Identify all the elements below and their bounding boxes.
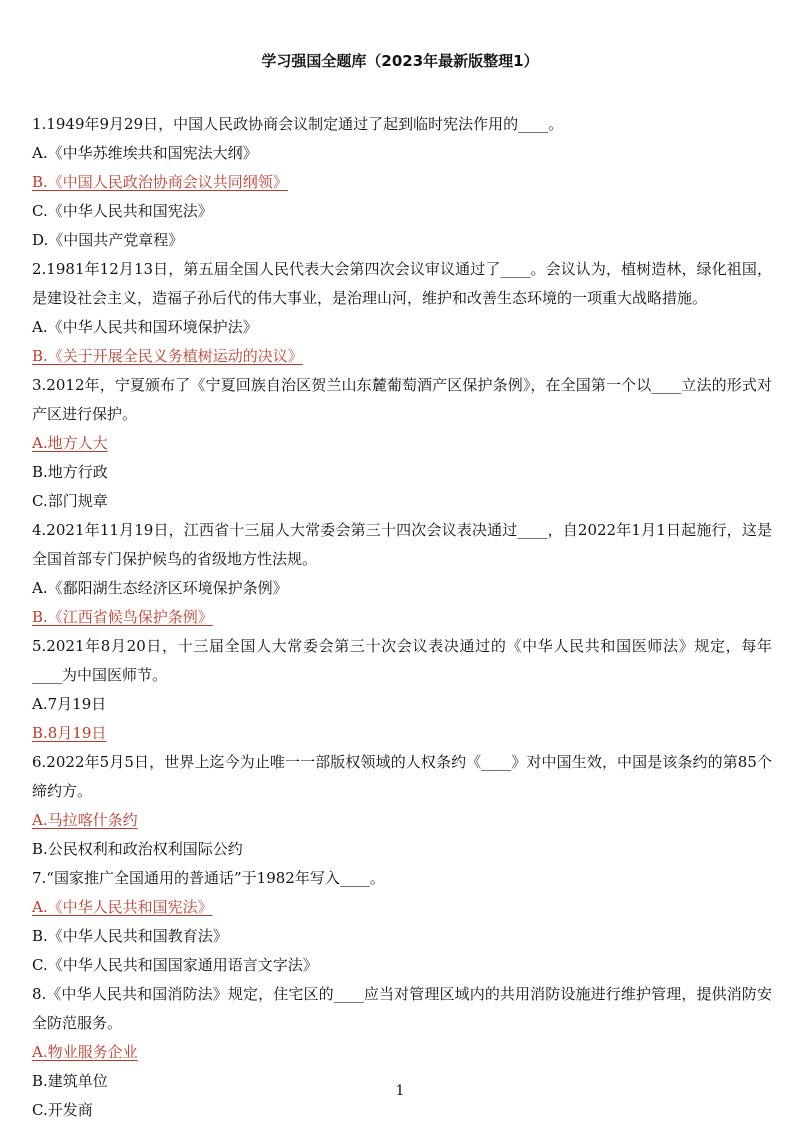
correct-answer-option: [32, 342, 772, 371]
answer-option: [32, 458, 772, 487]
option-text: A.《中华人民共和国环境保护法》: [32, 318, 258, 336]
question-stem: 5.2021年8月20日，十三届全国人大常委会第三十次会议表决通过的《中华人民共和国医师法》规定，每年____为中国医师节。: [32, 637, 772, 684]
option-text: A.马拉喀什条约: [32, 811, 138, 829]
answer-option: [32, 574, 772, 603]
option-text: A.《中华苏维埃共和国宪法大纲》: [32, 144, 258, 162]
question-stem: 1.1949年9月29日，中国人民政协商会议制定通过了起到临时宪法作用的____。: [32, 115, 564, 133]
answer-option: [32, 226, 772, 255]
correct-answer-option: [32, 1038, 772, 1067]
correct-answer-option: [32, 168, 772, 197]
option-text: A.《鄱阳湖生态经济区环境保护条例》: [32, 579, 288, 597]
question-stem: 7.“国家推广全国通用的普通话”于1982年写入____。: [32, 869, 385, 887]
option-text: B.建筑单位: [32, 1072, 108, 1090]
option-text: C.《中华人民共和国国家通用语言文字法》: [32, 956, 318, 974]
option-text: B.《关于开展全民义务植树运动的决议》: [32, 347, 303, 365]
page-number: 1: [395, 1083, 405, 1099]
option-text: B.8月19日: [32, 724, 107, 742]
answer-option: [32, 313, 772, 342]
option-text: B.《中华人民共和国教育法》: [32, 927, 228, 945]
document-title: 学习强国全题库（2023年最新版整理1）: [261, 52, 539, 70]
option-text: A.7月19日: [32, 695, 107, 713]
option-text: B.公民权利和政治权利国际公约: [32, 840, 243, 858]
answer-option: [32, 197, 772, 226]
answer-option: [32, 487, 772, 516]
correct-answer-option: [32, 429, 772, 458]
option-text: A.《中华人民共和国宪法》: [32, 898, 213, 916]
question-stem: 4.2021年11月19日，江西省十三届人大常委会第三十四次会议表决通过____，自2022年1月1日起施行，这是全国首部专门保护候鸟的省级地方性法规。: [32, 521, 772, 568]
correct-answer-option: [32, 893, 772, 922]
answer-option: [32, 139, 772, 168]
option-text: A.物业服务企业: [32, 1043, 138, 1061]
answer-option: [32, 835, 772, 864]
question-stem: 6.2022年5月5日，世界上迄今为止唯一一部版权领域的人权条约《____》对中国生效，中国是该条约的第85个缔约方。: [32, 753, 772, 800]
option-text: A.地方人大: [32, 434, 108, 452]
correct-answer-option: [32, 806, 772, 835]
option-text: B.地方行政: [32, 463, 108, 481]
option-text: B.《中国人民政治协商会议共同纲领》: [32, 173, 288, 191]
question-stem: 3.2012年，宁夏颁布了《宁夏回族自治区贺兰山东麓葡萄酒产区保护条例》，在全国第一个以____立法的形式对产区进行保护。: [32, 376, 772, 423]
answer-option: [32, 1096, 772, 1125]
option-text: C.部门规章: [32, 492, 108, 510]
correct-answer-option: [32, 719, 772, 748]
question-list: [32, 110, 772, 1125]
option-text: C.开发商: [32, 1101, 93, 1119]
answer-option: [32, 690, 772, 719]
option-text: B.《江西省候鸟保护条例》: [32, 608, 213, 626]
answer-option: [32, 922, 772, 951]
option-text: C.《中华人民共和国宪法》: [32, 202, 213, 220]
answer-option: [32, 951, 772, 980]
question-stem: 2.1981年12月13日，第五届全国人民代表大会第四次会议审议通过了____。会议认为，植树造林，绿化祖国，是建设社会主义，造福子孙后代的伟大事业，是治理山河，维护和改善生态环境的一项重大战略措施。: [32, 260, 772, 307]
question-stem: 8.《中华人民共和国消防法》规定，住宅区的____应当对管理区域内的共用消防设施进行维护管理，提供消防安全防范服务。: [32, 985, 772, 1032]
correct-answer-option: [32, 603, 772, 632]
option-text: D.《中国共产党章程》: [32, 231, 184, 249]
